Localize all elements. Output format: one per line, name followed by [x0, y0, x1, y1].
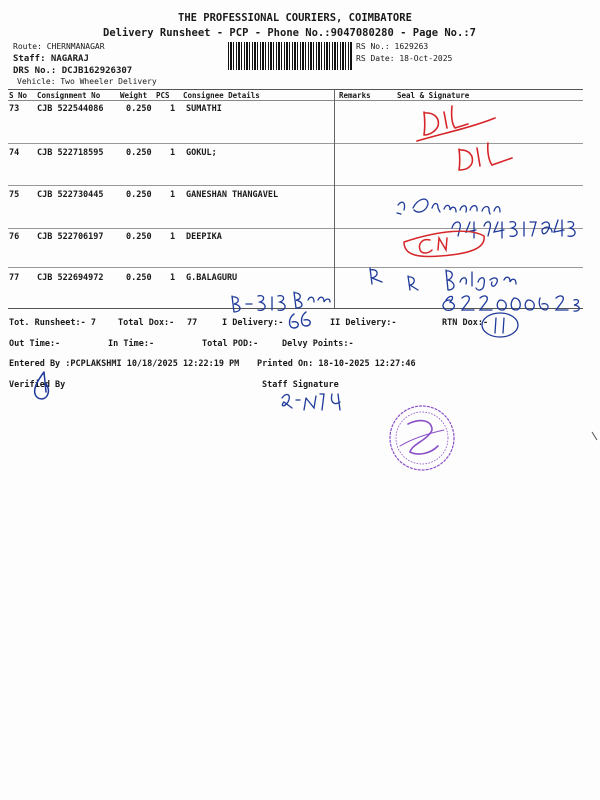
table-row-sno: 73 [9, 104, 20, 114]
printed-on: Printed On: 18-10-2025 12:27:46 [257, 359, 416, 369]
total-runsheet: Tot. Runsheet:- 7 [9, 318, 96, 328]
total-dox-value: 77 [187, 318, 198, 328]
col-header-seal-signature: Seal & Signature [397, 91, 470, 100]
staff-signature-label: Staff Signature [262, 380, 339, 390]
handwriting-row-75 [397, 199, 575, 238]
staff-signature-scribble [282, 394, 340, 410]
entered-by: Entered By :PCPLAKSHMI 10/18/2025 12:22:19 PM [9, 359, 240, 369]
vehicle-label: Vehicle: Two Wheeler Delivery [17, 77, 157, 86]
table-row-consignee: GANESHAN THANGAVEL [186, 190, 279, 200]
rtn-dox-handwritten [482, 313, 518, 337]
table-row-consignment: CJB 522694972 [37, 273, 104, 283]
route-label: Route: CHERNMANAGAR [13, 42, 105, 51]
col-header-pcs: PCS [156, 91, 170, 100]
col-header-remarks: Remarks [339, 91, 371, 100]
table-row-weight: 0.250 [126, 273, 152, 283]
total-dox-label: Total Dox:- [118, 318, 175, 328]
i-delivery-label: I Delivery:- [222, 318, 284, 328]
ii-delivery-label: II Delivery:- [330, 318, 397, 328]
table-row-pcs: 1 [170, 104, 176, 114]
in-time-label: In Time:- [108, 339, 155, 349]
table-row-weight: 0.250 [126, 104, 152, 114]
table-row-consignee: SUMATHI [186, 104, 222, 114]
cn-mark-red [404, 231, 484, 256]
table-row-pcs: 1 [170, 232, 176, 242]
delvy-points-label: Delvy Points:- [282, 339, 354, 349]
i-delivery-handwritten [290, 312, 311, 328]
verified-by-signature [35, 372, 49, 399]
table-row-sno: 76 [9, 232, 20, 242]
table-row-sno: 75 [9, 190, 20, 200]
rs-number: RS No.: 1629263 [356, 42, 429, 51]
staff-label: Staff: NAGARAJ [13, 54, 89, 64]
table-row-consignment: CJB 522730445 [37, 190, 104, 200]
col-header-sno: S No [9, 91, 28, 100]
table-row-consignment: CJB 522718595 [37, 148, 104, 158]
handwriting-row-77 [370, 268, 579, 311]
table-row-sno: 74 [9, 148, 20, 158]
rs-date: RS Date: 18-Oct-2025 [356, 54, 453, 63]
company-title: THE PROFESSIONAL COURIERS, COIMBATORE [178, 12, 412, 24]
col-header-consignment: Consignment No [37, 91, 101, 100]
table-row-consignee: GOKUL; [186, 148, 217, 158]
delivered-mark-red [417, 106, 512, 170]
table-row-pcs: 1 [170, 273, 176, 283]
total-pod-label: Total POD:- [202, 339, 259, 349]
table-row-weight: 0.250 [126, 232, 152, 242]
handwriting-note-b313 [232, 292, 330, 312]
table-row-consignee: DEEPIKA [186, 232, 222, 242]
table-row-pcs: 1 [170, 190, 176, 200]
courier-stamp [390, 406, 454, 470]
runsheet-subtitle: Delivery Runsheet - PCP - Phone No.:9047080280 - Page No.:7 [103, 27, 476, 39]
table-row-consignment: CJB 522706197 [37, 232, 104, 242]
table-row-weight: 0.250 [126, 148, 152, 158]
table-row-sno: 77 [9, 273, 20, 283]
margin-mark [592, 432, 597, 440]
col-header-weight: Weight [120, 91, 148, 100]
verified-by-label: Verified By [9, 380, 66, 390]
rtn-dox-label: RTN Dox:- [442, 318, 489, 328]
table-row-weight: 0.250 [126, 190, 152, 200]
col-header-consignee: Consignee Details [183, 91, 260, 100]
table-row-consignment: CJB 522544086 [37, 104, 104, 114]
out-time-label: Out Time:- [9, 339, 61, 349]
table-row-pcs: 1 [170, 148, 176, 158]
drs-label: DRS No.: DCJB162926307 [13, 66, 133, 76]
table-row-consignee: G.BALAGURU [186, 273, 238, 283]
